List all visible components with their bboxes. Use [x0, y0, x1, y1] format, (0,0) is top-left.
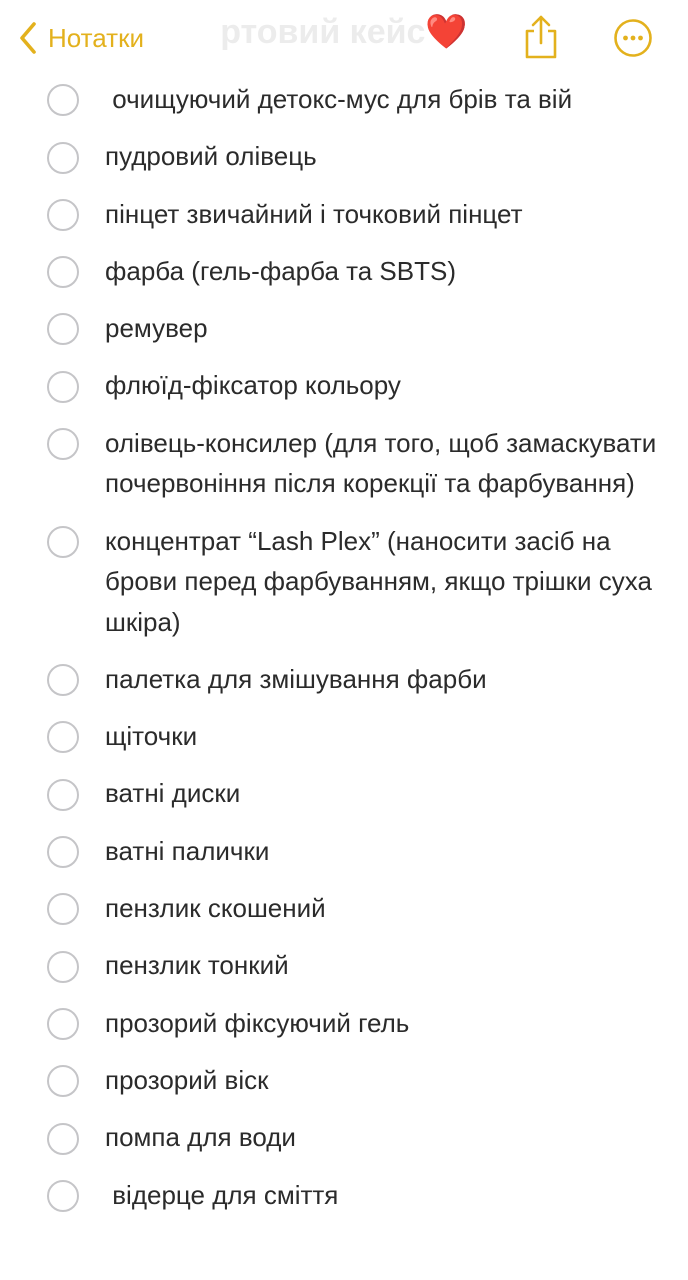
- checkbox-circle[interactable]: [47, 951, 79, 983]
- checklist-item[interactable]: [0, 308, 688, 349]
- checklist-item[interactable]: [0, 136, 688, 177]
- checklist-item-text[interactable]: флюїд-фіксатор кольору: [105, 370, 401, 401]
- note-title-faded: ртовий кейс❤️: [220, 13, 468, 51]
- checklist-item[interactable]: [0, 423, 688, 504]
- checkbox-circle[interactable]: [47, 893, 79, 925]
- checklist-item-text[interactable]: фарба (гель-фарба та SBTS): [105, 255, 456, 286]
- back-button[interactable]: [18, 18, 144, 58]
- checklist-item-text[interactable]: щіточки: [105, 721, 198, 752]
- checklist-item[interactable]: [0, 365, 688, 406]
- checkbox-circle[interactable]: [47, 1123, 79, 1155]
- checkbox-circle[interactable]: [47, 526, 79, 558]
- checklist-item[interactable]: [0, 521, 688, 643]
- checklist: [0, 79, 688, 1232]
- more-options-button[interactable]: [613, 18, 653, 58]
- checklist-item-text[interactable]: ватні палички: [105, 835, 270, 866]
- checkbox-circle[interactable]: [47, 836, 79, 868]
- checkbox-circle[interactable]: [47, 256, 79, 288]
- checklist-item-text[interactable]: олівець-консилер (для того, щоб замаскувати почервоніння після корекції та фарбування): [105, 427, 664, 499]
- checklist-item[interactable]: [0, 194, 688, 235]
- checklist-item-text[interactable]: помпа для води: [105, 1122, 296, 1153]
- checkbox-circle[interactable]: [47, 779, 79, 811]
- checklist-item[interactable]: [0, 659, 688, 700]
- checklist-item-text[interactable]: пінцет звичайний і точковий пінцет: [105, 198, 523, 229]
- checklist-item[interactable]: [0, 888, 688, 929]
- checklist-item-text[interactable]: ремувер: [105, 313, 208, 344]
- checkbox-circle[interactable]: [47, 428, 79, 460]
- checklist-item[interactable]: [0, 251, 688, 292]
- checklist-item-text[interactable]: ватні диски: [105, 778, 241, 809]
- checkbox-circle[interactable]: [47, 371, 79, 403]
- checklist-item-text[interactable]: пензлик тонкий: [105, 950, 289, 981]
- checkbox-circle[interactable]: [47, 84, 79, 116]
- checkbox-circle[interactable]: [47, 1065, 79, 1097]
- checklist-item-text[interactable]: пудровий олівець: [105, 141, 317, 172]
- checklist-item-text[interactable]: прозорий фіксуючий гель: [105, 1007, 410, 1038]
- checkbox-circle[interactable]: [47, 721, 79, 753]
- checklist-item[interactable]: [0, 945, 688, 986]
- back-button-label: Нотатки: [48, 22, 144, 53]
- checklist-item-text[interactable]: очищуючий детокс-мус для брів та вій: [105, 84, 573, 114]
- checklist-item-text[interactable]: відерце для сміття: [105, 1179, 339, 1210]
- navigation-bar: [0, 0, 688, 76]
- checklist-item[interactable]: [0, 773, 688, 814]
- checklist-item[interactable]: [0, 1117, 688, 1158]
- checkbox-circle[interactable]: [47, 1008, 79, 1040]
- checklist-item[interactable]: [0, 79, 688, 120]
- checkbox-circle[interactable]: [47, 664, 79, 696]
- share-icon: [522, 47, 560, 64]
- chevron-left-icon: [18, 21, 38, 55]
- checklist-item-text[interactable]: пензлик скошений: [105, 893, 326, 924]
- more-options-icon: [613, 45, 653, 62]
- checkbox-circle[interactable]: [47, 1180, 79, 1212]
- checklist-item[interactable]: [0, 1003, 688, 1044]
- checkbox-circle[interactable]: [47, 199, 79, 231]
- checkbox-circle[interactable]: [47, 142, 79, 174]
- checklist-item[interactable]: [0, 831, 688, 872]
- checkbox-circle[interactable]: [47, 313, 79, 345]
- checklist-item[interactable]: [0, 1175, 688, 1216]
- checklist-item[interactable]: [0, 1060, 688, 1101]
- share-button[interactable]: [522, 14, 560, 60]
- checklist-item[interactable]: [0, 716, 688, 757]
- checklist-item-text[interactable]: палетка для змішування фарби: [105, 663, 487, 694]
- checklist-item-text[interactable]: концентрат “Lash Plex” (наносити засіб на брови перед фарбуванням, якщо трішки суха шкіра): [105, 525, 660, 637]
- checklist-item-text[interactable]: прозорий віск: [105, 1064, 269, 1095]
